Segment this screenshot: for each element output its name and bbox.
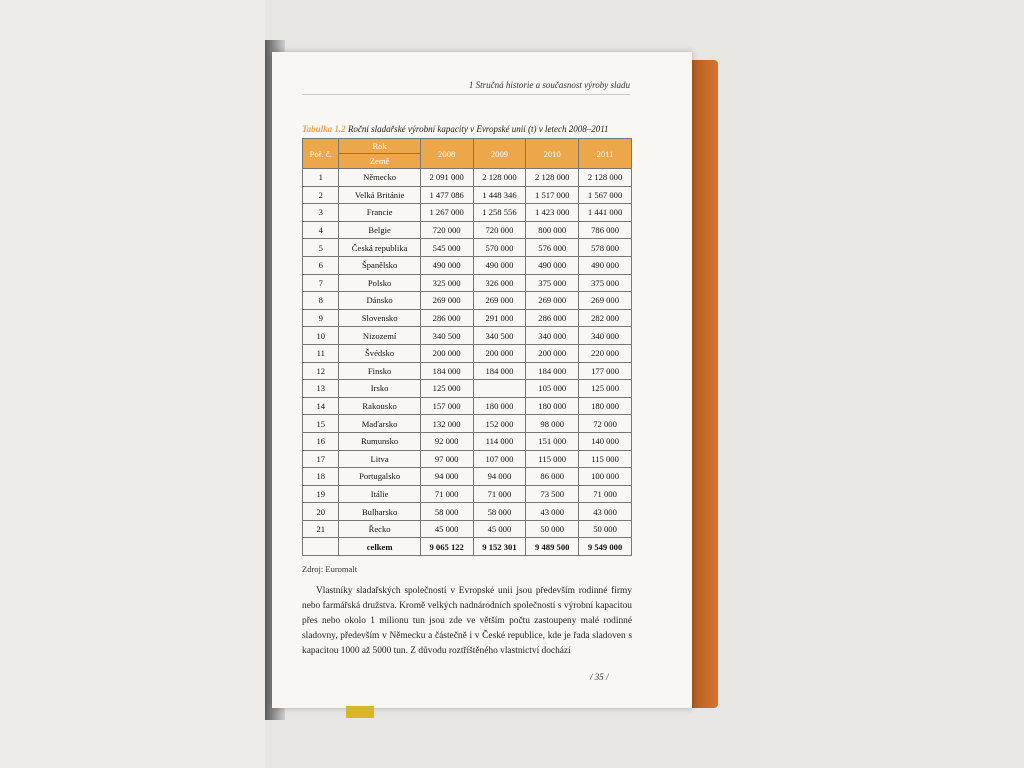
row-value: 125 000 [420,380,473,398]
row-value: 269 000 [579,292,632,310]
row-country: Rakousko [339,397,420,415]
table-row [303,397,632,415]
row-country: Irsko [339,380,420,398]
row-country: Finsko [339,362,420,380]
row-value: 220 000 [579,344,632,362]
row-country: Francie [339,204,420,222]
background-left [0,0,265,768]
row-value: 1 448 346 [473,186,526,204]
row-value: 184 000 [526,362,579,380]
row-value: 71 000 [420,485,473,503]
table-row [303,485,632,503]
header-index: Poř. č. [303,139,339,169]
row-country: Belgie [339,221,420,239]
row-value: 180 000 [579,397,632,415]
row-country: Španělsko [339,256,420,274]
row-value: 720 000 [473,221,526,239]
row-value: 720 000 [420,221,473,239]
page-number: / 35 / [590,672,609,682]
body-text [302,584,632,659]
table-row [303,239,632,257]
row-value: 50 000 [579,520,632,538]
table-row [303,503,632,521]
table-source: Zdroj: Euromalt [302,564,358,574]
row-index: 17 [303,450,339,468]
table-row [303,274,632,292]
table-row [303,327,632,345]
row-country: Dánsko [339,292,420,310]
table-row [303,344,632,362]
table-row [303,415,632,433]
table-row [303,520,632,538]
row-index: 3 [303,204,339,222]
row-value: 1 477 086 [420,186,473,204]
row-index: 18 [303,468,339,486]
row-value: 2 128 000 [579,169,632,187]
row-value: 2 128 000 [526,169,579,187]
row-value: 43 000 [526,503,579,521]
row-value: 340 000 [526,327,579,345]
row-value: 1 267 000 [420,204,473,222]
running-head: 1 Stručná historie a současnost výroby sladu [468,80,630,90]
table-caption-text: Roční sladařské výrobní kapacity v Evropské unii (t) v letech 2008–2011 [347,124,609,134]
row-value: 490 000 [526,256,579,274]
table-header-row [303,139,632,154]
row-value: 340 500 [473,327,526,345]
row-value: 200 000 [420,344,473,362]
row-index: 5 [303,239,339,257]
row-value: 325 000 [420,274,473,292]
row-index: 16 [303,432,339,450]
row-index: 15 [303,415,339,433]
row-value: 94 000 [473,468,526,486]
row-index: 12 [303,362,339,380]
row-value: 269 000 [526,292,579,310]
table-caption-label: Tabulka 1.2 [302,124,346,134]
table-row [303,186,632,204]
total-value: 9 549 000 [579,538,632,556]
table-body [303,169,632,556]
row-value: 291 000 [473,309,526,327]
row-value: 1 517 000 [526,186,579,204]
row-index: 13 [303,380,339,398]
row-value: 340 500 [420,327,473,345]
row-value: 86 000 [526,468,579,486]
row-country: Švédsko [339,344,420,362]
row-value: 151 000 [526,432,579,450]
row-value: 286 000 [526,309,579,327]
row-value: 58 000 [473,503,526,521]
row-value: 490 000 [420,256,473,274]
row-value: 50 000 [526,520,579,538]
row-index: 19 [303,485,339,503]
row-index: 6 [303,256,339,274]
row-value: 2 091 000 [420,169,473,187]
table-row [303,221,632,239]
row-value: 269 000 [420,292,473,310]
row-country: Bulharsko [339,503,420,521]
row-value: 340 000 [579,327,632,345]
row-value: 269 000 [473,292,526,310]
table-row [303,450,632,468]
row-value: 97 000 [420,450,473,468]
row-value: 73 500 [526,485,579,503]
row-value: 282 000 [579,309,632,327]
row-value: 545 000 [420,239,473,257]
table-row [303,309,632,327]
row-value: 115 000 [579,450,632,468]
row-value: 180 000 [526,397,579,415]
row-value: 45 000 [420,520,473,538]
row-value: 800 000 [526,221,579,239]
row-value: 180 000 [473,397,526,415]
row-index: 4 [303,221,339,239]
row-index: 11 [303,344,339,362]
table-row [303,468,632,486]
header-year: 2011 [579,139,632,169]
header-year: 2009 [473,139,526,169]
header-year: 2008 [420,139,473,169]
row-value: 72 000 [579,415,632,433]
row-value: 1 441 000 [579,204,632,222]
row-index: 1 [303,169,339,187]
row-value: 490 000 [473,256,526,274]
row-value: 1 258 556 [473,204,526,222]
table-total-row [303,538,632,556]
row-value: 152 000 [473,415,526,433]
row-value [473,380,526,398]
row-country: Portugalsko [339,468,420,486]
row-index: 7 [303,274,339,292]
paragraph: Vlastníky sladařských společností v Evropské unii jsou především rodinné firmy nebo farmářská družstva. Kromě velkých nadnárodních společností s výrobní kapacitou přes nebo okolo 1 milionu tun jsou zde ve větším počtu zastoupeny malé rodinné sladovny, především v Německu a částečně i v České republice, kde je řada sladoven s kapacitou 1000 až 5000 tun. Z důvodu roztříštěného vlastnictví dochází [302,586,632,656]
background-right [760,0,1024,768]
header-year: 2010 [526,139,579,169]
row-country: Itálie [339,485,420,503]
row-value: 71 000 [473,485,526,503]
row-value: 286 000 [420,309,473,327]
row-value: 184 000 [473,362,526,380]
row-value: 490 000 [579,256,632,274]
row-value: 58 000 [420,503,473,521]
row-country: Maďarsko [339,415,420,433]
table-row [303,169,632,187]
row-value: 570 000 [473,239,526,257]
total-index [303,538,339,556]
row-value: 2 128 000 [473,169,526,187]
row-index: 9 [303,309,339,327]
row-index: 2 [303,186,339,204]
row-value: 98 000 [526,415,579,433]
row-index: 10 [303,327,339,345]
row-value: 1 423 000 [526,204,579,222]
table-row [303,204,632,222]
row-value: 125 000 [579,380,632,398]
table-caption [302,124,609,134]
bookmark-ribbon [346,706,374,718]
table-row [303,362,632,380]
row-value: 375 000 [526,274,579,292]
table-row [303,256,632,274]
header-rule [302,94,630,95]
row-value: 115 000 [526,450,579,468]
row-country: Česká republika [339,239,420,257]
row-value: 184 000 [420,362,473,380]
row-value: 576 000 [526,239,579,257]
row-value: 100 000 [579,468,632,486]
book-page [272,52,692,708]
table-row [303,432,632,450]
row-value: 92 000 [420,432,473,450]
row-country: Polsko [339,274,420,292]
row-value: 578 000 [579,239,632,257]
row-index: 21 [303,520,339,538]
capacity-table [302,138,632,556]
row-value: 157 000 [420,397,473,415]
row-country: Litva [339,450,420,468]
row-value: 200 000 [473,344,526,362]
total-value: 9 489 500 [526,538,579,556]
row-value: 107 000 [473,450,526,468]
row-value: 105 000 [526,380,579,398]
row-value: 114 000 [473,432,526,450]
row-index: 20 [303,503,339,521]
header-country: Země [339,154,420,169]
row-country: Německo [339,169,420,187]
row-value: 45 000 [473,520,526,538]
row-value: 1 567 000 [579,186,632,204]
row-country: Rumunsko [339,432,420,450]
row-value: 326 000 [473,274,526,292]
row-country: Slovensko [339,309,420,327]
row-country: Velká Británie [339,186,420,204]
row-value: 132 000 [420,415,473,433]
row-country: Nizozemí [339,327,420,345]
table-row [303,380,632,398]
book-cover-edge [690,60,718,708]
row-value: 71 000 [579,485,632,503]
row-country: Řecko [339,520,420,538]
table-row [303,292,632,310]
row-value: 43 000 [579,503,632,521]
row-value: 177 000 [579,362,632,380]
total-label: celkem [339,538,420,556]
row-value: 140 000 [579,432,632,450]
row-value: 786 000 [579,221,632,239]
row-index: 8 [303,292,339,310]
row-value: 94 000 [420,468,473,486]
total-value: 9 065 122 [420,538,473,556]
row-value: 200 000 [526,344,579,362]
row-index: 14 [303,397,339,415]
header-year-group: Rok [339,139,420,154]
total-value: 9 152 301 [473,538,526,556]
row-value: 375 000 [579,274,632,292]
